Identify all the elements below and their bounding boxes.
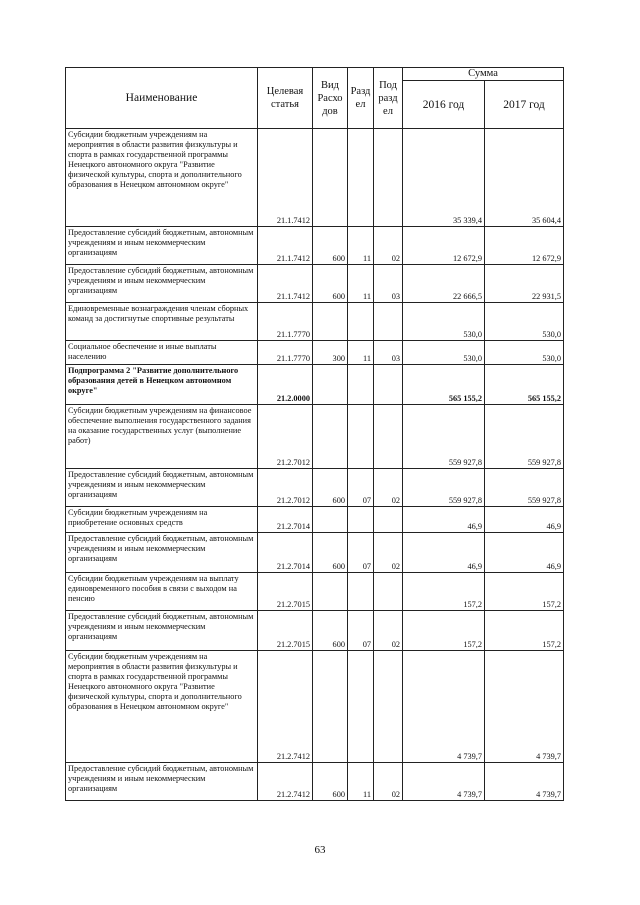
- cell-2016: 46,9: [403, 507, 485, 533]
- cell-2016: 530,0: [403, 303, 485, 341]
- table-row: [66, 365, 564, 405]
- cell-subsection: [374, 573, 403, 611]
- cell-target: 21.2.7412: [258, 651, 313, 763]
- cell-2016: 12 672,9: [403, 227, 485, 265]
- cell-2017: 22 931,5: [485, 265, 564, 303]
- cell-expense: 600: [313, 611, 348, 651]
- cell-2017: 157,2: [485, 573, 564, 611]
- cell-2016: 22 666,5: [403, 265, 485, 303]
- cell-2017: 12 672,9: [485, 227, 564, 265]
- table-row: [66, 303, 564, 341]
- cell-2016: 4 739,7: [403, 763, 485, 801]
- table-row: [66, 611, 564, 651]
- cell-section: 11: [348, 763, 374, 801]
- cell-target: 21.1.7770: [258, 341, 313, 365]
- cell-subsection: [374, 651, 403, 763]
- cell-target: 21.2.7012: [258, 405, 313, 469]
- cell-name: Единовременные вознаграждения членам сборных команд за достигнутые спортивные результаты: [66, 303, 258, 341]
- header-subsection: Под разд ел: [374, 68, 403, 129]
- cell-section: 11: [348, 265, 374, 303]
- cell-section: [348, 405, 374, 469]
- table-row: [66, 507, 564, 533]
- cell-expense: 600: [313, 227, 348, 265]
- table-row: [66, 573, 564, 611]
- cell-2016: 4 739,7: [403, 651, 485, 763]
- cell-subsection: 02: [374, 533, 403, 573]
- cell-expense: 600: [313, 469, 348, 507]
- cell-2017: 559 927,8: [485, 405, 564, 469]
- cell-name: Предоставление субсидий бюджетным, автономным учреждениям и иным некоммерческим организациям: [66, 611, 258, 651]
- cell-subsection: 02: [374, 611, 403, 651]
- table-row: [66, 469, 564, 507]
- cell-target: 21.2.7412: [258, 763, 313, 801]
- cell-target: 21.2.7014: [258, 533, 313, 573]
- table-row: [66, 533, 564, 573]
- cell-expense: [313, 129, 348, 227]
- header-name: Наименование: [66, 68, 258, 129]
- table-body: [66, 129, 564, 801]
- cell-2017: 530,0: [485, 341, 564, 365]
- page-number: 63: [314, 844, 326, 856]
- cell-2016: 35 339,4: [403, 129, 485, 227]
- cell-subsection: 02: [374, 763, 403, 801]
- cell-2016: 565 155,2: [403, 365, 485, 405]
- cell-subsection: [374, 303, 403, 341]
- cell-name: Подпрограмма 2 "Развитие дополнительного образования детей в Ненецком автономном округе": [66, 365, 258, 405]
- cell-expense: 600: [313, 265, 348, 303]
- header-sum: Сумма: [403, 68, 564, 81]
- cell-expense: [313, 405, 348, 469]
- cell-2016: 559 927,8: [403, 469, 485, 507]
- header-section: Разд ел: [348, 68, 374, 129]
- cell-expense: 600: [313, 763, 348, 801]
- cell-section: [348, 365, 374, 405]
- table-row: [66, 651, 564, 763]
- table-row: [66, 405, 564, 469]
- cell-expense: 300: [313, 341, 348, 365]
- table-row: [66, 129, 564, 227]
- cell-section: 11: [348, 341, 374, 365]
- cell-2016: 157,2: [403, 573, 485, 611]
- cell-expense: [313, 507, 348, 533]
- cell-section: 07: [348, 533, 374, 573]
- cell-expense: [313, 365, 348, 405]
- cell-2017: 35 604,4: [485, 129, 564, 227]
- cell-2017: 46,9: [485, 533, 564, 573]
- cell-2017: 4 739,7: [485, 651, 564, 763]
- cell-2017: 565 155,2: [485, 365, 564, 405]
- cell-name: Предоставление субсидий бюджетным, автономным учреждениям и иным некоммерческим организациям: [66, 265, 258, 303]
- header-expense: Вид Расхо дов: [313, 68, 348, 129]
- cell-expense: [313, 573, 348, 611]
- cell-2017: 530,0: [485, 303, 564, 341]
- cell-2017: 46,9: [485, 507, 564, 533]
- cell-expense: 600: [313, 533, 348, 573]
- cell-2017: 4 739,7: [485, 763, 564, 801]
- cell-target: 21.1.7412: [258, 265, 313, 303]
- header-year-2017: 2017 год: [485, 81, 564, 129]
- cell-name: Субсидии бюджетным учреждениям на финансовое обеспечение выполнения государственного задания на оказание государственных услуг (выполнение работ): [66, 405, 258, 469]
- table-header: [66, 68, 564, 129]
- header-target: Целевая статья: [258, 68, 313, 129]
- cell-name: Субсидии бюджетным учреждениям на мероприятия в области развития физкультуры и спорта в рамках государственной программы Ненецкого автономного округа "Развитие физической культуры, спорта и дополнительного образования в Ненецком автономном округе": [66, 129, 258, 227]
- cell-section: 07: [348, 611, 374, 651]
- cell-name: Предоставление субсидий бюджетным, автономным учреждениям и иным некоммерческим организациям: [66, 533, 258, 573]
- cell-name: Субсидии бюджетным учреждениям на выплату единовременного пособия в связи с выходом на пенсию: [66, 573, 258, 611]
- cell-section: [348, 129, 374, 227]
- cell-2016: 559 927,8: [403, 405, 485, 469]
- cell-2017: 559 927,8: [485, 469, 564, 507]
- cell-section: [348, 573, 374, 611]
- cell-expense: [313, 303, 348, 341]
- cell-name: Субсидии бюджетным учреждениям на приобретение основных средств: [66, 507, 258, 533]
- cell-subsection: [374, 129, 403, 227]
- cell-target: 21.1.7412: [258, 129, 313, 227]
- cell-2017: 157,2: [485, 611, 564, 651]
- cell-section: [348, 507, 374, 533]
- cell-subsection: [374, 405, 403, 469]
- cell-2016: 530,0: [403, 341, 485, 365]
- cell-name: Предоставление субсидий бюджетным, автономным учреждениям и иным некоммерческим организациям: [66, 227, 258, 265]
- cell-target: 21.2.7014: [258, 507, 313, 533]
- cell-subsection: 02: [374, 469, 403, 507]
- budget-table: [65, 67, 564, 801]
- cell-name: Социальное обеспечение и иные выплаты населению: [66, 341, 258, 365]
- cell-target: 21.2.0000: [258, 365, 313, 405]
- cell-subsection: 02: [374, 227, 403, 265]
- cell-subsection: [374, 365, 403, 405]
- cell-name: Предоставление субсидий бюджетным, автономным учреждениям и иным некоммерческим организациям: [66, 763, 258, 801]
- cell-expense: [313, 651, 348, 763]
- table-row: [66, 763, 564, 801]
- cell-2016: 157,2: [403, 611, 485, 651]
- cell-target: 21.1.7412: [258, 227, 313, 265]
- table-row: [66, 341, 564, 365]
- cell-target: 21.2.7012: [258, 469, 313, 507]
- table-row: [66, 265, 564, 303]
- cell-subsection: [374, 507, 403, 533]
- cell-2016: 46,9: [403, 533, 485, 573]
- cell-section: 07: [348, 469, 374, 507]
- cell-subsection: 03: [374, 341, 403, 365]
- cell-section: [348, 303, 374, 341]
- cell-target: 21.1.7770: [258, 303, 313, 341]
- table-row: [66, 227, 564, 265]
- cell-target: 21.2.7015: [258, 573, 313, 611]
- cell-subsection: 03: [374, 265, 403, 303]
- cell-target: 21.2.7015: [258, 611, 313, 651]
- cell-name: Предоставление субсидий бюджетным, автономным учреждениям и иным некоммерческим организациям: [66, 469, 258, 507]
- cell-name: Субсидии бюджетным учреждениям на мероприятия в области развития физкультуры и спорта в рамках государственной программы Ненецкого автономного округа "Развитие физической культуры, спорта и дополнительного образования в Ненецком автономном округе": [66, 651, 258, 763]
- header-year-2016: 2016 год: [403, 81, 485, 129]
- cell-section: [348, 651, 374, 763]
- cell-section: 11: [348, 227, 374, 265]
